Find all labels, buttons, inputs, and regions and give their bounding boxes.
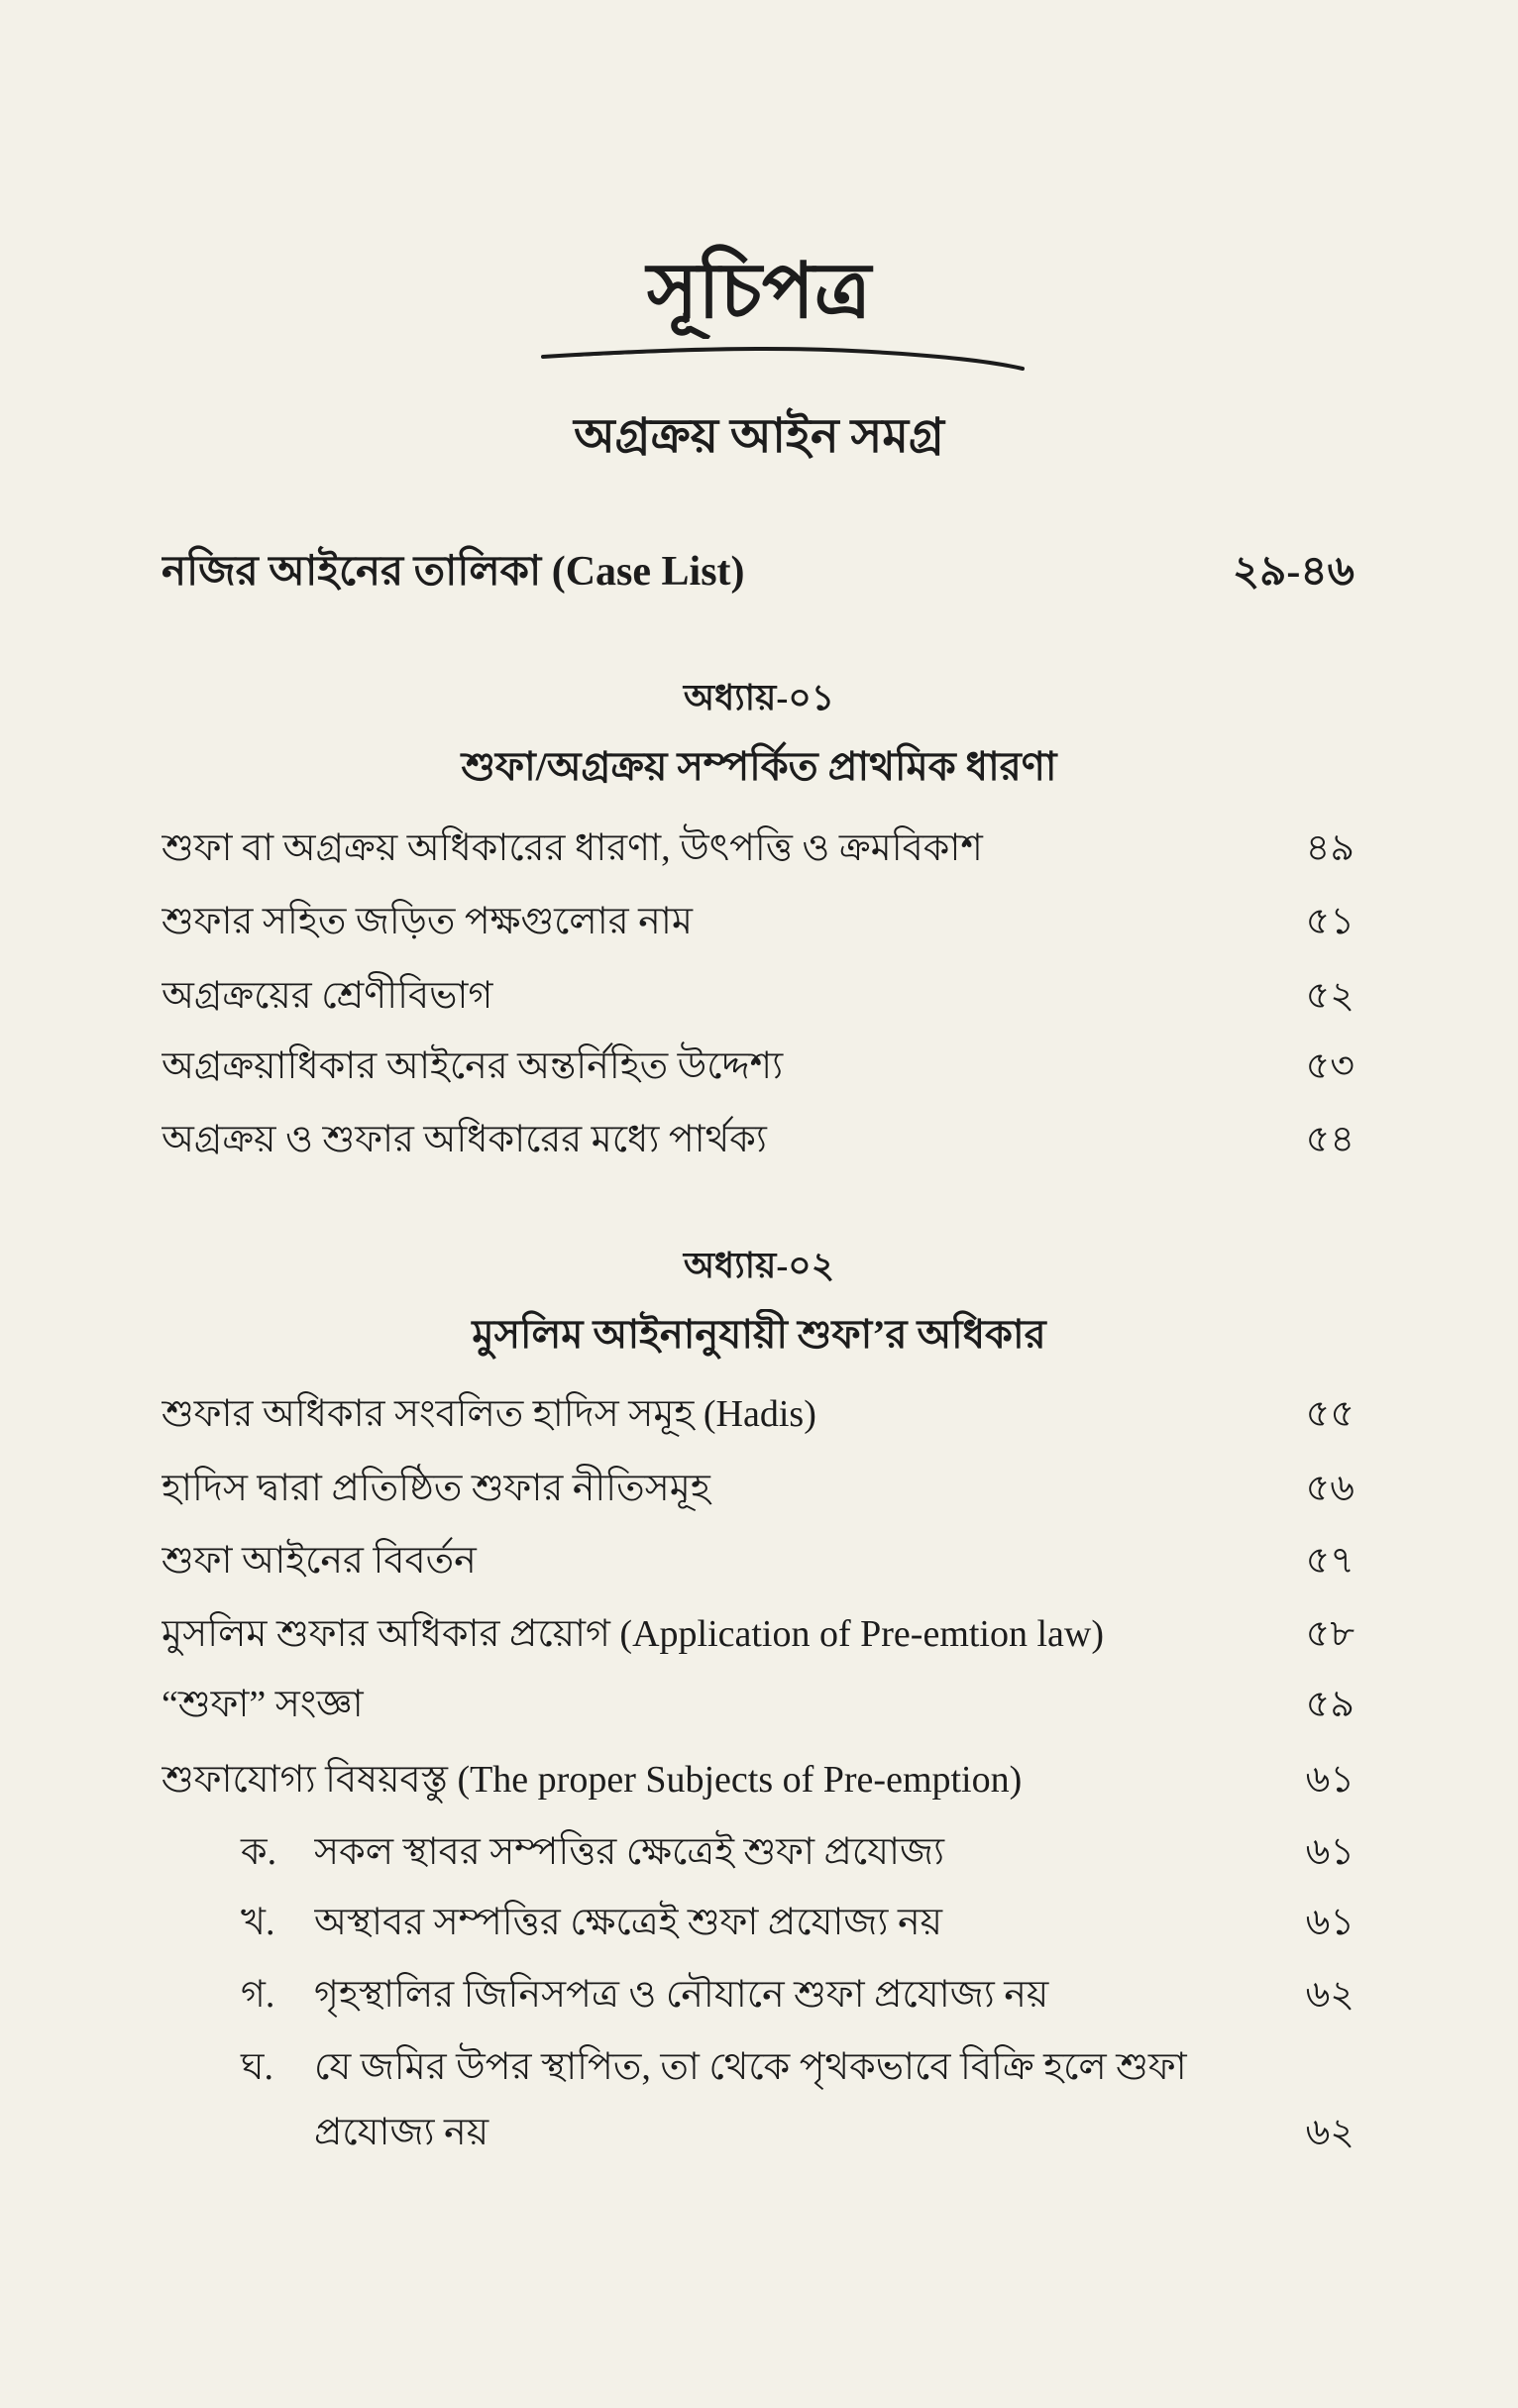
toc-entry (162, 1608, 1355, 1660)
toc-entry-title: নজির আইনের তালিকা (Case List) (162, 549, 745, 595)
toc-entry-page: ৫৫ (1305, 1393, 1355, 1435)
toc-sub-entry-marker: খ. (241, 1902, 275, 1943)
toc-entry-case-list (162, 544, 1355, 600)
toc-sub-entry (241, 2041, 1355, 2093)
toc-entry-title: শুফার সহিত জড়িত পক্ষগুলোর নাম (162, 901, 693, 942)
toc-entry-title: অগ্রক্রয়াধিকার আইনের অন্তর্নিহিত উদ্দেশ্য (162, 1045, 784, 1087)
book-title: অগ্রক্রয় আইন সমগ্র (574, 410, 944, 463)
toc-sub-entry (241, 1897, 1355, 1948)
toc-entry (162, 896, 1355, 947)
toc-entry (162, 1388, 1355, 1440)
toc-entry-page: ৬১ (1305, 1759, 1355, 1801)
toc-entry-page: ৫৯ (1305, 1684, 1355, 1725)
toc-sub-entry-marker: ঘ. (241, 2046, 273, 2088)
toc-entry-title: যে জমির উপর স্থাপিত, তা থেকে পৃথকভাবে বিক্রি হলে শুফা (314, 2046, 1187, 2088)
page-title: সূচিপত্র (646, 248, 872, 334)
chapter-heading: মুসলিম আইনানুযায়ী শুফা’র অধিকার (472, 1312, 1046, 1357)
toc-entry-page: ৫১ (1305, 901, 1355, 942)
toc-entry-page: ৬১ (1305, 1902, 1355, 1943)
toc-entry (162, 1535, 1355, 1587)
toc-entry-page: ৬২ (1305, 2112, 1355, 2153)
toc-entry-title: অগ্রক্রয় ও শুফার অধিকারের মধ্যে পার্থক্য (162, 1119, 767, 1160)
toc-sub-entry (241, 1826, 1355, 1878)
toc-entry-title: গৃহস্থালির জিনিসপত্র ও নৌযানে শুফা প্রযোজ্য নয় (314, 1974, 1049, 2016)
toc-entry-page: ২৯-৪৬ (1232, 549, 1355, 595)
chapter-label: অধ্যায়-০২ (683, 1246, 835, 1285)
toc-entry-page: ৫২ (1305, 975, 1355, 1017)
toc-entry-title: অস্থাবর সম্পত্তির ক্ষেত্রেই শুফা প্রযোজ্য নয় (314, 1902, 943, 1943)
toc-entry-page: ৫৪ (1305, 1119, 1355, 1160)
toc-entry-title: মুসলিম শুফার অধিকার প্রয়োগ (Application of Pre-emtion law) (162, 1613, 1105, 1655)
chapter-label: অধ্যায়-০১ (683, 678, 835, 717)
toc-entry (162, 1463, 1355, 1514)
chapter-heading: শুফা/অগ্রক্রয় সম্পর্কিত প্রাথমিক ধারণা (461, 744, 1057, 789)
toc-entry (162, 970, 1355, 1022)
toc-entry-title: শুফা আইনের বিবর্তন (162, 1540, 477, 1582)
toc-sub-entry-marker: গ. (241, 1974, 275, 2016)
toc-entry-page: ৫৭ (1305, 1540, 1355, 1582)
toc-sub-entry-continuation (314, 2107, 1355, 2158)
toc-entry (162, 1114, 1355, 1165)
toc-entry-page: ৫৩ (1305, 1045, 1355, 1087)
toc-entry-page: ৬২ (1305, 1974, 1355, 2016)
toc-sub-entry (241, 1969, 1355, 2021)
toc-entry-page: ৫৮ (1305, 1613, 1355, 1655)
toc-entry (162, 1754, 1355, 1806)
toc-entry-title-continuation: প্রযোজ্য নয় (314, 2112, 489, 2153)
toc-entry-title: শুফাযোগ্য বিষয়বস্তু (The proper Subjects of Pre-emption) (162, 1759, 1023, 1801)
title-underline (535, 337, 1030, 381)
toc-sub-entry-marker: ক. (241, 1831, 277, 1873)
toc-entry-title: অগ্রক্রয়ের শ্রেণীবিভাগ (162, 975, 493, 1017)
toc-entry-page: ৬১ (1305, 1831, 1355, 1873)
toc-entry-title: “শুফা” সংজ্ঞা (162, 1684, 364, 1725)
toc-entry (162, 1040, 1355, 1092)
toc-entry-title: হাদিস দ্বারা প্রতিষ্ঠিত শুফার নীতিসমূহ (162, 1468, 710, 1509)
toc-entry-title: শুফার অধিকার সংবলিত হাদিস সমূহ (Hadis) (162, 1393, 816, 1435)
toc-entry (162, 1679, 1355, 1730)
toc-entry-title: শুফা বা অগ্রক্রয় অধিকারের ধারণা, উৎপত্তি ও ক্রমবিকাশ (162, 827, 983, 869)
toc-entry-title: সকল স্থাবর সম্পত্তির ক্ষেত্রেই শুফা প্রযোজ্য (314, 1831, 945, 1873)
toc-entry (162, 822, 1355, 874)
toc-entry-page: ৫৬ (1305, 1468, 1355, 1509)
toc-entry-page: ৪৯ (1305, 827, 1355, 869)
